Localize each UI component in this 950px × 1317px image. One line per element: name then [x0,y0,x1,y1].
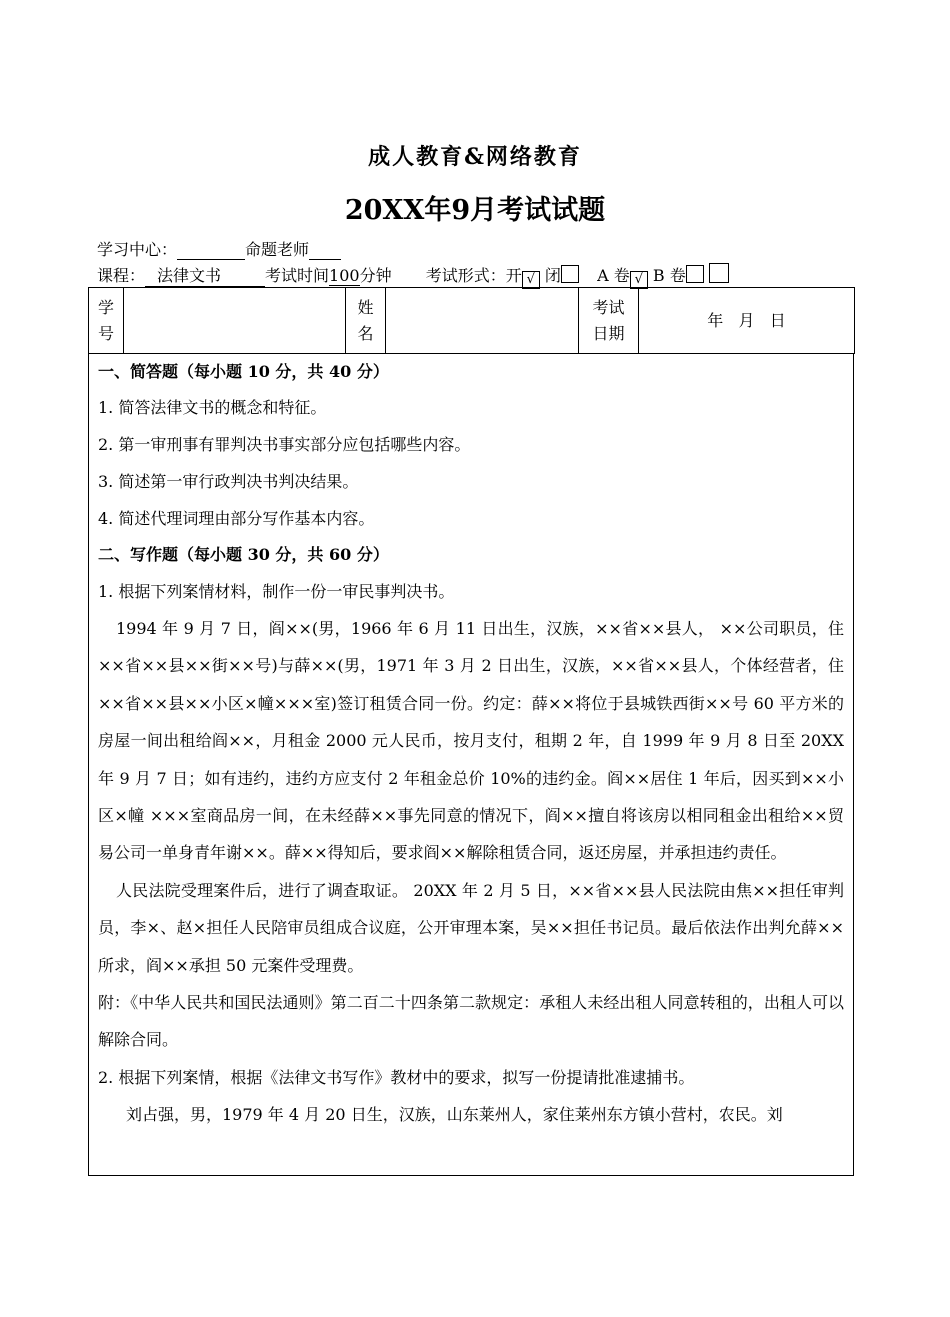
study-center-blank [177,240,245,260]
case1-paragraph-1: 1994 年 9 月 7 日，阎××(男，1966 年 6 月 11 日出生，汉族，××省××县人， ××公司职员，住××省××县××街××号)与薛××(男，1971 年 3 月 2 日出生，汉族，××省××县人，个体经营者，住××省××县××小区×幢×××室)签订租赁合同一份。约定：薛××将位于县城铁西街××号 60 平方米的房屋一间出租给阎××，月租金 2000 元人民币，按月支付，租期 2 年，自 1999 年 9 月 8 日至 20XX 年 9 月 7 日；如有违约，违约方应支付 2 年租金总价 10%的违约金。阎××居住 1 年后，因买到××小区×幢 ×××室商品房一间，在未经薛××事先同意的情况下，阎××擅自将该房以相同租金出租给××贸易公司一单身青年谢××。薛××得知后，要求阎××解除租赁合同，返还房屋，并承担违约责任。 [98,619,844,863]
paper-extra-box[interactable] [709,263,729,283]
paper-b-label: B 卷 [652,266,686,285]
course-label: 课程： [97,266,146,285]
question-item: 2. 第一审刑事有罪判决书事实部分应包括哪些内容。 [98,435,471,454]
name-label: 姓 名 [346,288,386,354]
name-field[interactable] [386,288,579,354]
writing-question-1: 1. 根据下列案情材料，制作一份一审民事判决书。 [98,582,455,601]
question-item: 3. 简述第一审行政判决书判决结果。 [98,472,359,491]
question-item: 1. 简答法律文书的概念和特征。 [98,398,327,417]
open-book-checkbox[interactable]: √ [522,271,540,289]
legal-note: 附：《中华人民共和国民法通则》第二百二十四条第二款规定：承租人未经出租人同意转租的，出租人可以解除合同。 [98,993,844,1050]
exam-date-label: 考试 日期 [579,288,639,354]
exam-date-field[interactable]: 年 月 日 [639,288,855,354]
course-field [145,263,265,287]
student-info-table [88,287,855,354]
exam-title: 20XX年9月考试试题 [344,195,606,226]
writing-question-2: 2. 根据下列案情，根据《法律文书写作》教材中的要求，拟写一份提请批准逮捕书。 [98,1067,695,1087]
open-book-label: 开 [505,266,522,285]
teacher-blank [309,240,341,260]
meta-line-2 [97,263,729,289]
section2-heading: 二、写作题（每小题 30 分，共 60 分） [98,545,389,564]
question-item: 4. 简述代理词理由部分写作基本内容。 [98,509,375,528]
case1-paragraph-2: 人民法院受理案件后，进行了调查取证。 20XX 年 2 月 5 日，××省××县人民法院由焦××担任审判员，李×、赵×担任人民陪审员组成合议庭，公开审理本案，吴××担任书记员。最后依法作出判允薛××所求，阎××承担 50 元案件受理费。 [98,880,844,975]
exam-time-label: 考试时间 [265,266,330,285]
closed-book-label: 闭 [544,266,561,285]
closed-book-checkbox[interactable] [561,265,579,283]
paper-a-checkbox[interactable]: √ [630,271,648,289]
exam-time-value: 100 [329,266,360,285]
student-id-label: 学 号 [89,288,124,354]
exam-form-label: 考试形式： [425,266,506,285]
course-value: 法律文书 [157,266,222,285]
paper-a-label: A 卷 [597,266,630,285]
study-center-label: 学习中心： [97,240,178,259]
institution-brand: 成人教育&网络教育 [368,144,582,170]
student-id-field[interactable] [124,288,346,354]
teacher-label: 命题老师 [245,240,310,259]
section1-heading: 一、简答题（每小题 10 分，共 40 分） [98,362,389,381]
paper-b-checkbox[interactable] [686,265,704,283]
case2-paragraph-1: 刘占强，男，1979 年 4 月 20 日生，汉族，山东莱州人，家住莱州东方镇小营村，农民。刘 [126,1104,783,1124]
exam-content [88,353,854,1176]
meta-line-1 [97,237,341,260]
exam-time-unit: 分钟 [359,266,392,285]
